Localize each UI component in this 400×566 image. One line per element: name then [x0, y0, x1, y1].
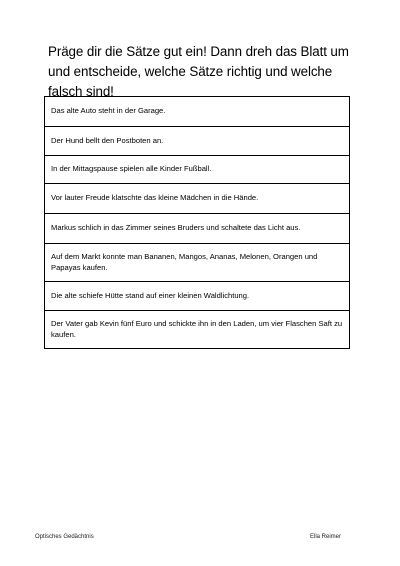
footer-author: Ella Reimer	[310, 534, 342, 540]
table-row	[45, 97, 350, 127]
sentence-cell: Auf dem Markt konnte man Bananen, Mangos, Ananas, Melonen, Orangen und Papayas kaufen.	[45, 244, 350, 282]
footer-subject: Optisches Gedächtnis	[35, 534, 94, 540]
sentence-cell: Die alte schiefe Hütte stand auf einer kleinen Waldlichtung.	[45, 282, 350, 311]
table-row	[45, 127, 350, 156]
table-row	[45, 184, 350, 214]
table-row	[45, 311, 350, 349]
table-row	[45, 214, 350, 244]
sentence-cell: Markus schlich in das Zimmer seines Bruders und schaltete das Licht aus.	[45, 214, 350, 244]
sentence-table	[44, 96, 350, 349]
sentence-cell: Der Hund bellt den Postboten an.	[45, 127, 350, 156]
sentence-cell: In der Mittagspause spielen alle Kinder Fußball.	[45, 156, 350, 184]
sentence-cell: Das alte Auto steht in der Garage.	[45, 97, 350, 127]
sentence-cell: Vor lauter Freude klatschte das kleine Mädchen in die Hände.	[45, 184, 350, 214]
worksheet-title: Präge dir die Sätze gut ein! Dann dreh das Blatt um und entscheide, welche Sätze richtig und welche falsch sind!	[48, 44, 349, 99]
table-row	[45, 244, 350, 282]
sentence-cell: Der Vater gab Kevin fünf Euro und schickte ihn in den Laden, um vier Flaschen Saft zu kaufen.	[45, 311, 350, 349]
table-row	[45, 156, 350, 184]
table-row	[45, 282, 350, 311]
